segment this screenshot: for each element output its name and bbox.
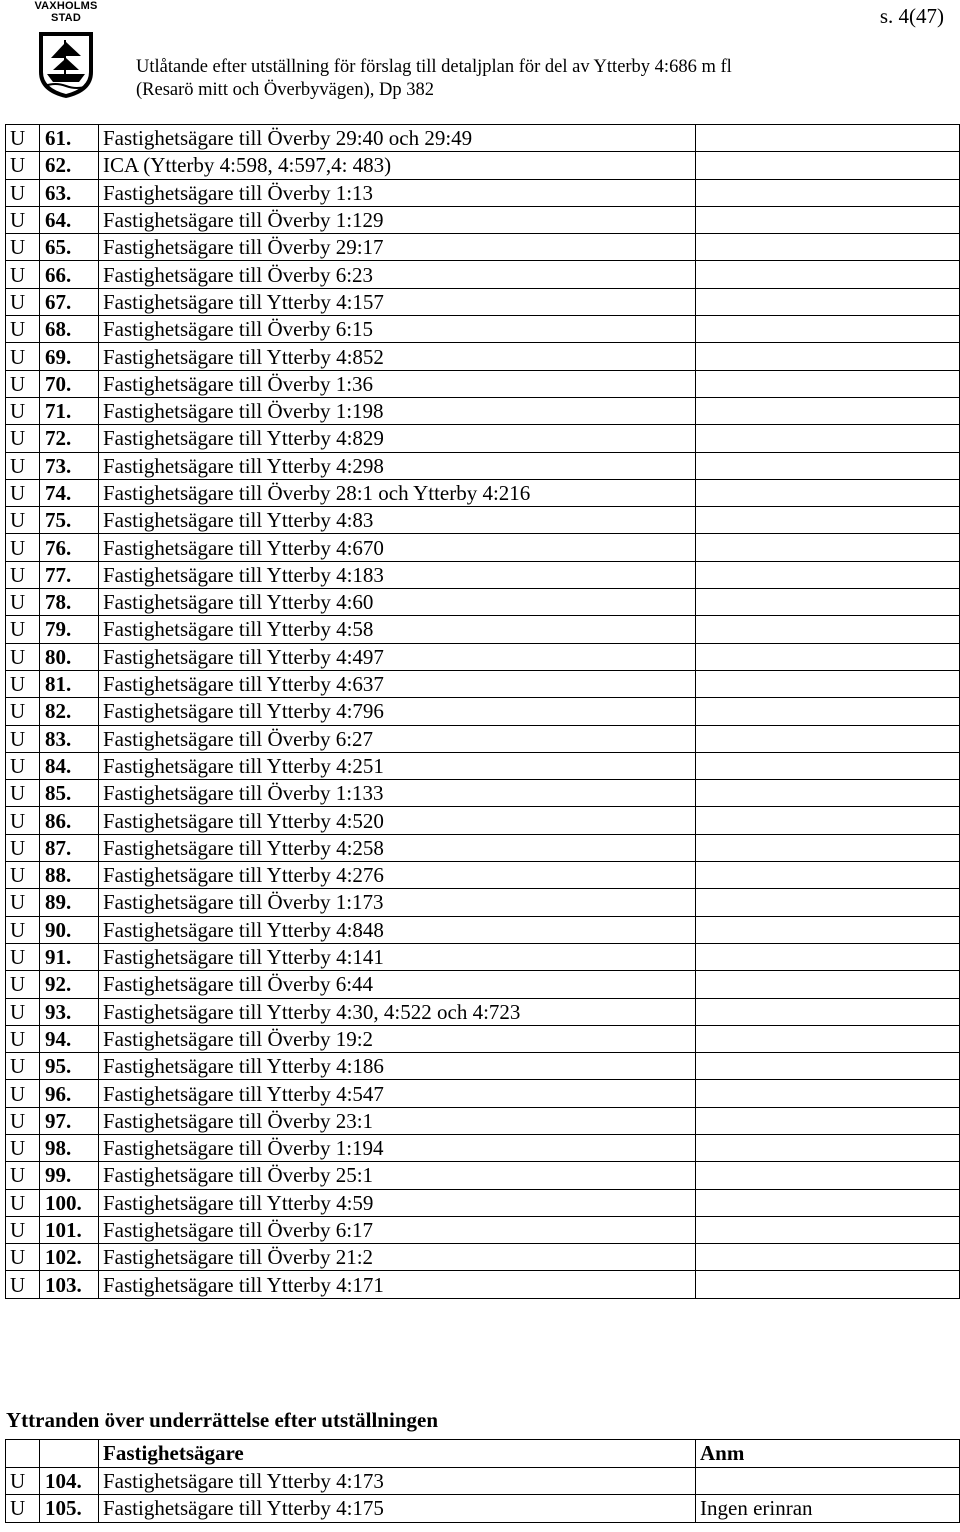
owners-table-body xyxy=(6,125,960,1299)
row-code: U xyxy=(6,1134,40,1161)
row-owner: Fastighetsägare till Ytterby 4:30, 4:522 och 4:723 xyxy=(99,998,696,1025)
table-row xyxy=(6,561,960,588)
row-owner: Fastighetsägare till Överby 21:2 xyxy=(99,1244,696,1271)
table-row xyxy=(6,179,960,206)
row-owner: Fastighetsägare till Ytterby 4:852 xyxy=(99,343,696,370)
row-owner: Fastighetsägare till Ytterby 4:183 xyxy=(99,561,696,588)
row-anm xyxy=(696,698,960,725)
row-owner: Fastighetsägare till Överby 6:23 xyxy=(99,261,696,288)
row-number: 101. xyxy=(40,1216,99,1243)
row-number: 64. xyxy=(40,206,99,233)
row-owner: Fastighetsägare till Ytterby 4:157 xyxy=(99,288,696,315)
row-code: U xyxy=(6,1271,40,1298)
row-anm xyxy=(696,397,960,424)
table-row xyxy=(6,943,960,970)
row-owner: Fastighetsägare till Ytterby 4:848 xyxy=(99,916,696,943)
row-code: U xyxy=(6,261,40,288)
row-owner: Fastighetsägare till Ytterby 4:796 xyxy=(99,698,696,725)
row-anm xyxy=(696,234,960,261)
table-row xyxy=(6,862,960,889)
row-code: U xyxy=(6,807,40,834)
row-anm xyxy=(696,998,960,1025)
row-number: 99. xyxy=(40,1162,99,1189)
row-anm xyxy=(696,343,960,370)
coat-of-arms-icon xyxy=(35,28,97,100)
row-anm xyxy=(696,1025,960,1052)
row-anm xyxy=(696,452,960,479)
row-code: U xyxy=(6,206,40,233)
row-owner: Fastighetsägare till Ytterby 4:58 xyxy=(99,616,696,643)
row-owner: Fastighetsägare till Överby 29:40 och 29:49 xyxy=(99,125,696,152)
row-code: U xyxy=(6,452,40,479)
row-code: U xyxy=(6,343,40,370)
row-code: U xyxy=(6,643,40,670)
table-row xyxy=(6,397,960,424)
row-anm xyxy=(696,670,960,697)
table-row xyxy=(6,643,960,670)
row-anm xyxy=(696,179,960,206)
row-code: U xyxy=(6,589,40,616)
table-row xyxy=(6,152,960,179)
row-anm xyxy=(696,1107,960,1134)
row-code: U xyxy=(6,725,40,752)
table-row xyxy=(6,1025,960,1052)
row-number: 61. xyxy=(40,125,99,152)
header-anm: Anm xyxy=(696,1440,960,1468)
row-anm xyxy=(696,125,960,152)
table-row xyxy=(6,998,960,1025)
table-row xyxy=(6,370,960,397)
row-anm xyxy=(696,916,960,943)
row-code: U xyxy=(6,234,40,261)
row-anm xyxy=(696,1216,960,1243)
table-row xyxy=(6,589,960,616)
row-number: 79. xyxy=(40,616,99,643)
row-number: 93. xyxy=(40,998,99,1025)
row-owner: Fastighetsägare till Överby 1:133 xyxy=(99,780,696,807)
row-number: 85. xyxy=(40,780,99,807)
row-anm xyxy=(696,971,960,998)
row-owner: Fastighetsägare till Överby 19:2 xyxy=(99,1025,696,1052)
row-anm xyxy=(696,1467,960,1495)
row-anm xyxy=(696,1244,960,1271)
row-code: U xyxy=(6,479,40,506)
row-number: 82. xyxy=(40,698,99,725)
row-number: 63. xyxy=(40,179,99,206)
row-owner: Fastighetsägare till Ytterby 4:637 xyxy=(99,670,696,697)
row-anm xyxy=(696,507,960,534)
row-anm xyxy=(696,288,960,315)
row-anm xyxy=(696,1080,960,1107)
table-row xyxy=(6,1107,960,1134)
row-code: U xyxy=(6,834,40,861)
row-owner: Fastighetsägare till Ytterby 4:547 xyxy=(99,1080,696,1107)
owners-table xyxy=(5,124,960,1299)
row-anm xyxy=(696,725,960,752)
row-anm xyxy=(696,316,960,343)
row-number: 100. xyxy=(40,1189,99,1216)
row-number: 67. xyxy=(40,288,99,315)
row-number: 76. xyxy=(40,534,99,561)
row-anm xyxy=(696,807,960,834)
table-row xyxy=(6,316,960,343)
row-anm xyxy=(696,780,960,807)
table-row xyxy=(6,698,960,725)
row-anm xyxy=(696,889,960,916)
row-number: 102. xyxy=(40,1244,99,1271)
row-owner: Fastighetsägare till Ytterby 4:60 xyxy=(99,589,696,616)
table-row xyxy=(6,971,960,998)
row-code: U xyxy=(6,425,40,452)
row-code: U xyxy=(6,1080,40,1107)
row-owner: Fastighetsägare till Överby 1:36 xyxy=(99,370,696,397)
table-row xyxy=(6,889,960,916)
row-code: U xyxy=(6,1053,40,1080)
row-owner: Fastighetsägare till Ytterby 4:59 xyxy=(99,1189,696,1216)
table-row xyxy=(6,1216,960,1243)
row-number: 81. xyxy=(40,670,99,697)
row-owner: Fastighetsägare till Ytterby 4:251 xyxy=(99,752,696,779)
row-number: 75. xyxy=(40,507,99,534)
table-row xyxy=(6,125,960,152)
table-row xyxy=(6,1134,960,1161)
row-number: 72. xyxy=(40,425,99,452)
row-code: U xyxy=(6,862,40,889)
row-anm xyxy=(696,1053,960,1080)
row-owner: Fastighetsägare till Ytterby 4:670 xyxy=(99,534,696,561)
row-number: 70. xyxy=(40,370,99,397)
row-code: U xyxy=(6,1244,40,1271)
row-owner: Fastighetsägare till Överby 23:1 xyxy=(99,1107,696,1134)
row-code: U xyxy=(6,507,40,534)
row-code: U xyxy=(6,670,40,697)
row-number: 77. xyxy=(40,561,99,588)
row-number: 90. xyxy=(40,916,99,943)
row-owner: Fastighetsägare till Överby 6:17 xyxy=(99,1216,696,1243)
table-row xyxy=(6,1053,960,1080)
table-row xyxy=(6,452,960,479)
document-header xyxy=(136,56,732,102)
row-owner: Fastighetsägare till Ytterby 4:173 xyxy=(99,1467,696,1495)
row-number: 83. xyxy=(40,725,99,752)
row-owner: Fastighetsägare till Överby 1:194 xyxy=(99,1134,696,1161)
row-anm xyxy=(696,589,960,616)
section-title: Yttranden över underrättelse efter utställningen xyxy=(6,1408,438,1432)
row-code: U xyxy=(6,561,40,588)
row-owner: Fastighetsägare till Överby 29:17 xyxy=(99,234,696,261)
row-anm xyxy=(696,1271,960,1298)
header-cell-empty xyxy=(40,1440,99,1468)
table-row xyxy=(6,1271,960,1298)
row-owner: Fastighetsägare till Överby 1:13 xyxy=(99,179,696,206)
header-title-line2: (Resarö mitt och Överbyvägen), Dp 382 xyxy=(136,80,434,100)
table-row xyxy=(6,616,960,643)
row-code: U xyxy=(6,1162,40,1189)
row-code: U xyxy=(6,971,40,998)
row-anm: Ingen erinran xyxy=(696,1495,960,1523)
table-row xyxy=(6,1162,960,1189)
table-row xyxy=(6,1080,960,1107)
row-owner: Fastighetsägare till Överby 1:129 xyxy=(99,206,696,233)
row-number: 98. xyxy=(40,1134,99,1161)
header-cell-empty xyxy=(6,1440,40,1468)
row-number: 68. xyxy=(40,316,99,343)
row-owner: Fastighetsägare till Överby 1:198 xyxy=(99,397,696,424)
row-anm xyxy=(696,370,960,397)
row-code: U xyxy=(6,916,40,943)
row-code: U xyxy=(6,1025,40,1052)
row-number: 94. xyxy=(40,1025,99,1052)
row-number: 97. xyxy=(40,1107,99,1134)
row-code: U xyxy=(6,1189,40,1216)
table-row xyxy=(6,261,960,288)
row-owner: Fastighetsägare till Ytterby 4:520 xyxy=(99,807,696,834)
row-owner: Fastighetsägare till Ytterby 4:141 xyxy=(99,943,696,970)
table-row xyxy=(6,507,960,534)
row-number: 92. xyxy=(40,971,99,998)
notification-table xyxy=(5,1439,960,1523)
table-header-row xyxy=(6,1440,960,1468)
table-row xyxy=(6,425,960,452)
row-code: U xyxy=(6,998,40,1025)
table-row xyxy=(6,1495,960,1523)
row-anm xyxy=(696,643,960,670)
row-number: 104. xyxy=(40,1467,99,1495)
row-code: U xyxy=(6,1467,40,1495)
row-anm xyxy=(696,425,960,452)
row-number: 89. xyxy=(40,889,99,916)
table-row xyxy=(6,343,960,370)
row-code: U xyxy=(6,370,40,397)
row-owner: Fastighetsägare till Ytterby 4:298 xyxy=(99,452,696,479)
row-number: 105. xyxy=(40,1495,99,1523)
row-number: 80. xyxy=(40,643,99,670)
row-anm xyxy=(696,943,960,970)
row-anm xyxy=(696,534,960,561)
row-number: 84. xyxy=(40,752,99,779)
row-code: U xyxy=(6,698,40,725)
row-owner: Fastighetsägare till Överby 6:44 xyxy=(99,971,696,998)
row-code: U xyxy=(6,616,40,643)
table-row xyxy=(6,288,960,315)
row-anm xyxy=(696,561,960,588)
page-number: s. 4(47) xyxy=(879,4,944,28)
row-anm xyxy=(696,1134,960,1161)
row-owner: ICA (Ytterby 4:598, 4:597,4: 483) xyxy=(99,152,696,179)
row-code: U xyxy=(6,780,40,807)
table-row xyxy=(6,807,960,834)
table-row xyxy=(6,670,960,697)
row-code: U xyxy=(6,397,40,424)
row-owner: Fastighetsägare till Ytterby 4:83 xyxy=(99,507,696,534)
row-anm xyxy=(696,834,960,861)
row-owner: Fastighetsägare till Överby 6:15 xyxy=(99,316,696,343)
row-anm xyxy=(696,1162,960,1189)
table-row xyxy=(6,534,960,561)
table-row xyxy=(6,916,960,943)
table-row xyxy=(6,1244,960,1271)
row-anm xyxy=(696,752,960,779)
row-code: U xyxy=(6,288,40,315)
row-number: 103. xyxy=(40,1271,99,1298)
table-row xyxy=(6,725,960,752)
table-row xyxy=(6,834,960,861)
table-row xyxy=(6,780,960,807)
row-number: 86. xyxy=(40,807,99,834)
row-number: 66. xyxy=(40,261,99,288)
row-number: 73. xyxy=(40,452,99,479)
header-owner: Fastighetsägare xyxy=(99,1440,696,1468)
row-owner: Fastighetsägare till Överby 25:1 xyxy=(99,1162,696,1189)
row-owner: Fastighetsägare till Ytterby 4:276 xyxy=(99,862,696,889)
table-row xyxy=(6,234,960,261)
row-number: 95. xyxy=(40,1053,99,1080)
row-owner: Fastighetsägare till Ytterby 4:497 xyxy=(99,643,696,670)
row-number: 87. xyxy=(40,834,99,861)
row-number: 78. xyxy=(40,589,99,616)
row-number: 69. xyxy=(40,343,99,370)
row-code: U xyxy=(6,1216,40,1243)
row-code: U xyxy=(6,316,40,343)
row-number: 88. xyxy=(40,862,99,889)
row-number: 62. xyxy=(40,152,99,179)
row-number: 74. xyxy=(40,479,99,506)
row-anm xyxy=(696,261,960,288)
row-number: 65. xyxy=(40,234,99,261)
row-anm xyxy=(696,616,960,643)
table-row xyxy=(6,479,960,506)
logo-text-line1: VAXHOLMS xyxy=(34,0,98,12)
row-owner: Fastighetsägare till Överby 6:27 xyxy=(99,725,696,752)
row-code: U xyxy=(6,152,40,179)
row-anm xyxy=(696,862,960,889)
city-logo xyxy=(30,0,102,100)
row-anm xyxy=(696,479,960,506)
row-owner: Fastighetsägare till Överby 1:173 xyxy=(99,889,696,916)
row-anm xyxy=(696,152,960,179)
row-code: U xyxy=(6,534,40,561)
notification-table-body xyxy=(6,1440,960,1523)
row-code: U xyxy=(6,1495,40,1523)
table-row xyxy=(6,752,960,779)
row-anm xyxy=(696,206,960,233)
table-row xyxy=(6,1189,960,1216)
row-owner: Fastighetsägare till Ytterby 4:258 xyxy=(99,834,696,861)
logo-text-line2: STAD xyxy=(51,12,81,24)
row-code: U xyxy=(6,125,40,152)
row-code: U xyxy=(6,889,40,916)
row-code: U xyxy=(6,943,40,970)
row-number: 71. xyxy=(40,397,99,424)
row-code: U xyxy=(6,1107,40,1134)
row-anm xyxy=(696,1189,960,1216)
row-code: U xyxy=(6,752,40,779)
row-owner: Fastighetsägare till Överby 28:1 och Ytterby 4:216 xyxy=(99,479,696,506)
row-owner: Fastighetsägare till Ytterby 4:175 xyxy=(99,1495,696,1523)
table-row xyxy=(6,1467,960,1495)
row-owner: Fastighetsägare till Ytterby 4:829 xyxy=(99,425,696,452)
row-owner: Fastighetsägare till Ytterby 4:171 xyxy=(99,1271,696,1298)
row-code: U xyxy=(6,179,40,206)
row-number: 91. xyxy=(40,943,99,970)
table-row xyxy=(6,206,960,233)
row-number: 96. xyxy=(40,1080,99,1107)
row-owner: Fastighetsägare till Ytterby 4:186 xyxy=(99,1053,696,1080)
header-title-line1: Utlåtande efter utställning för förslag till detaljplan för del av Ytterby 4:686 m fl xyxy=(136,57,732,77)
